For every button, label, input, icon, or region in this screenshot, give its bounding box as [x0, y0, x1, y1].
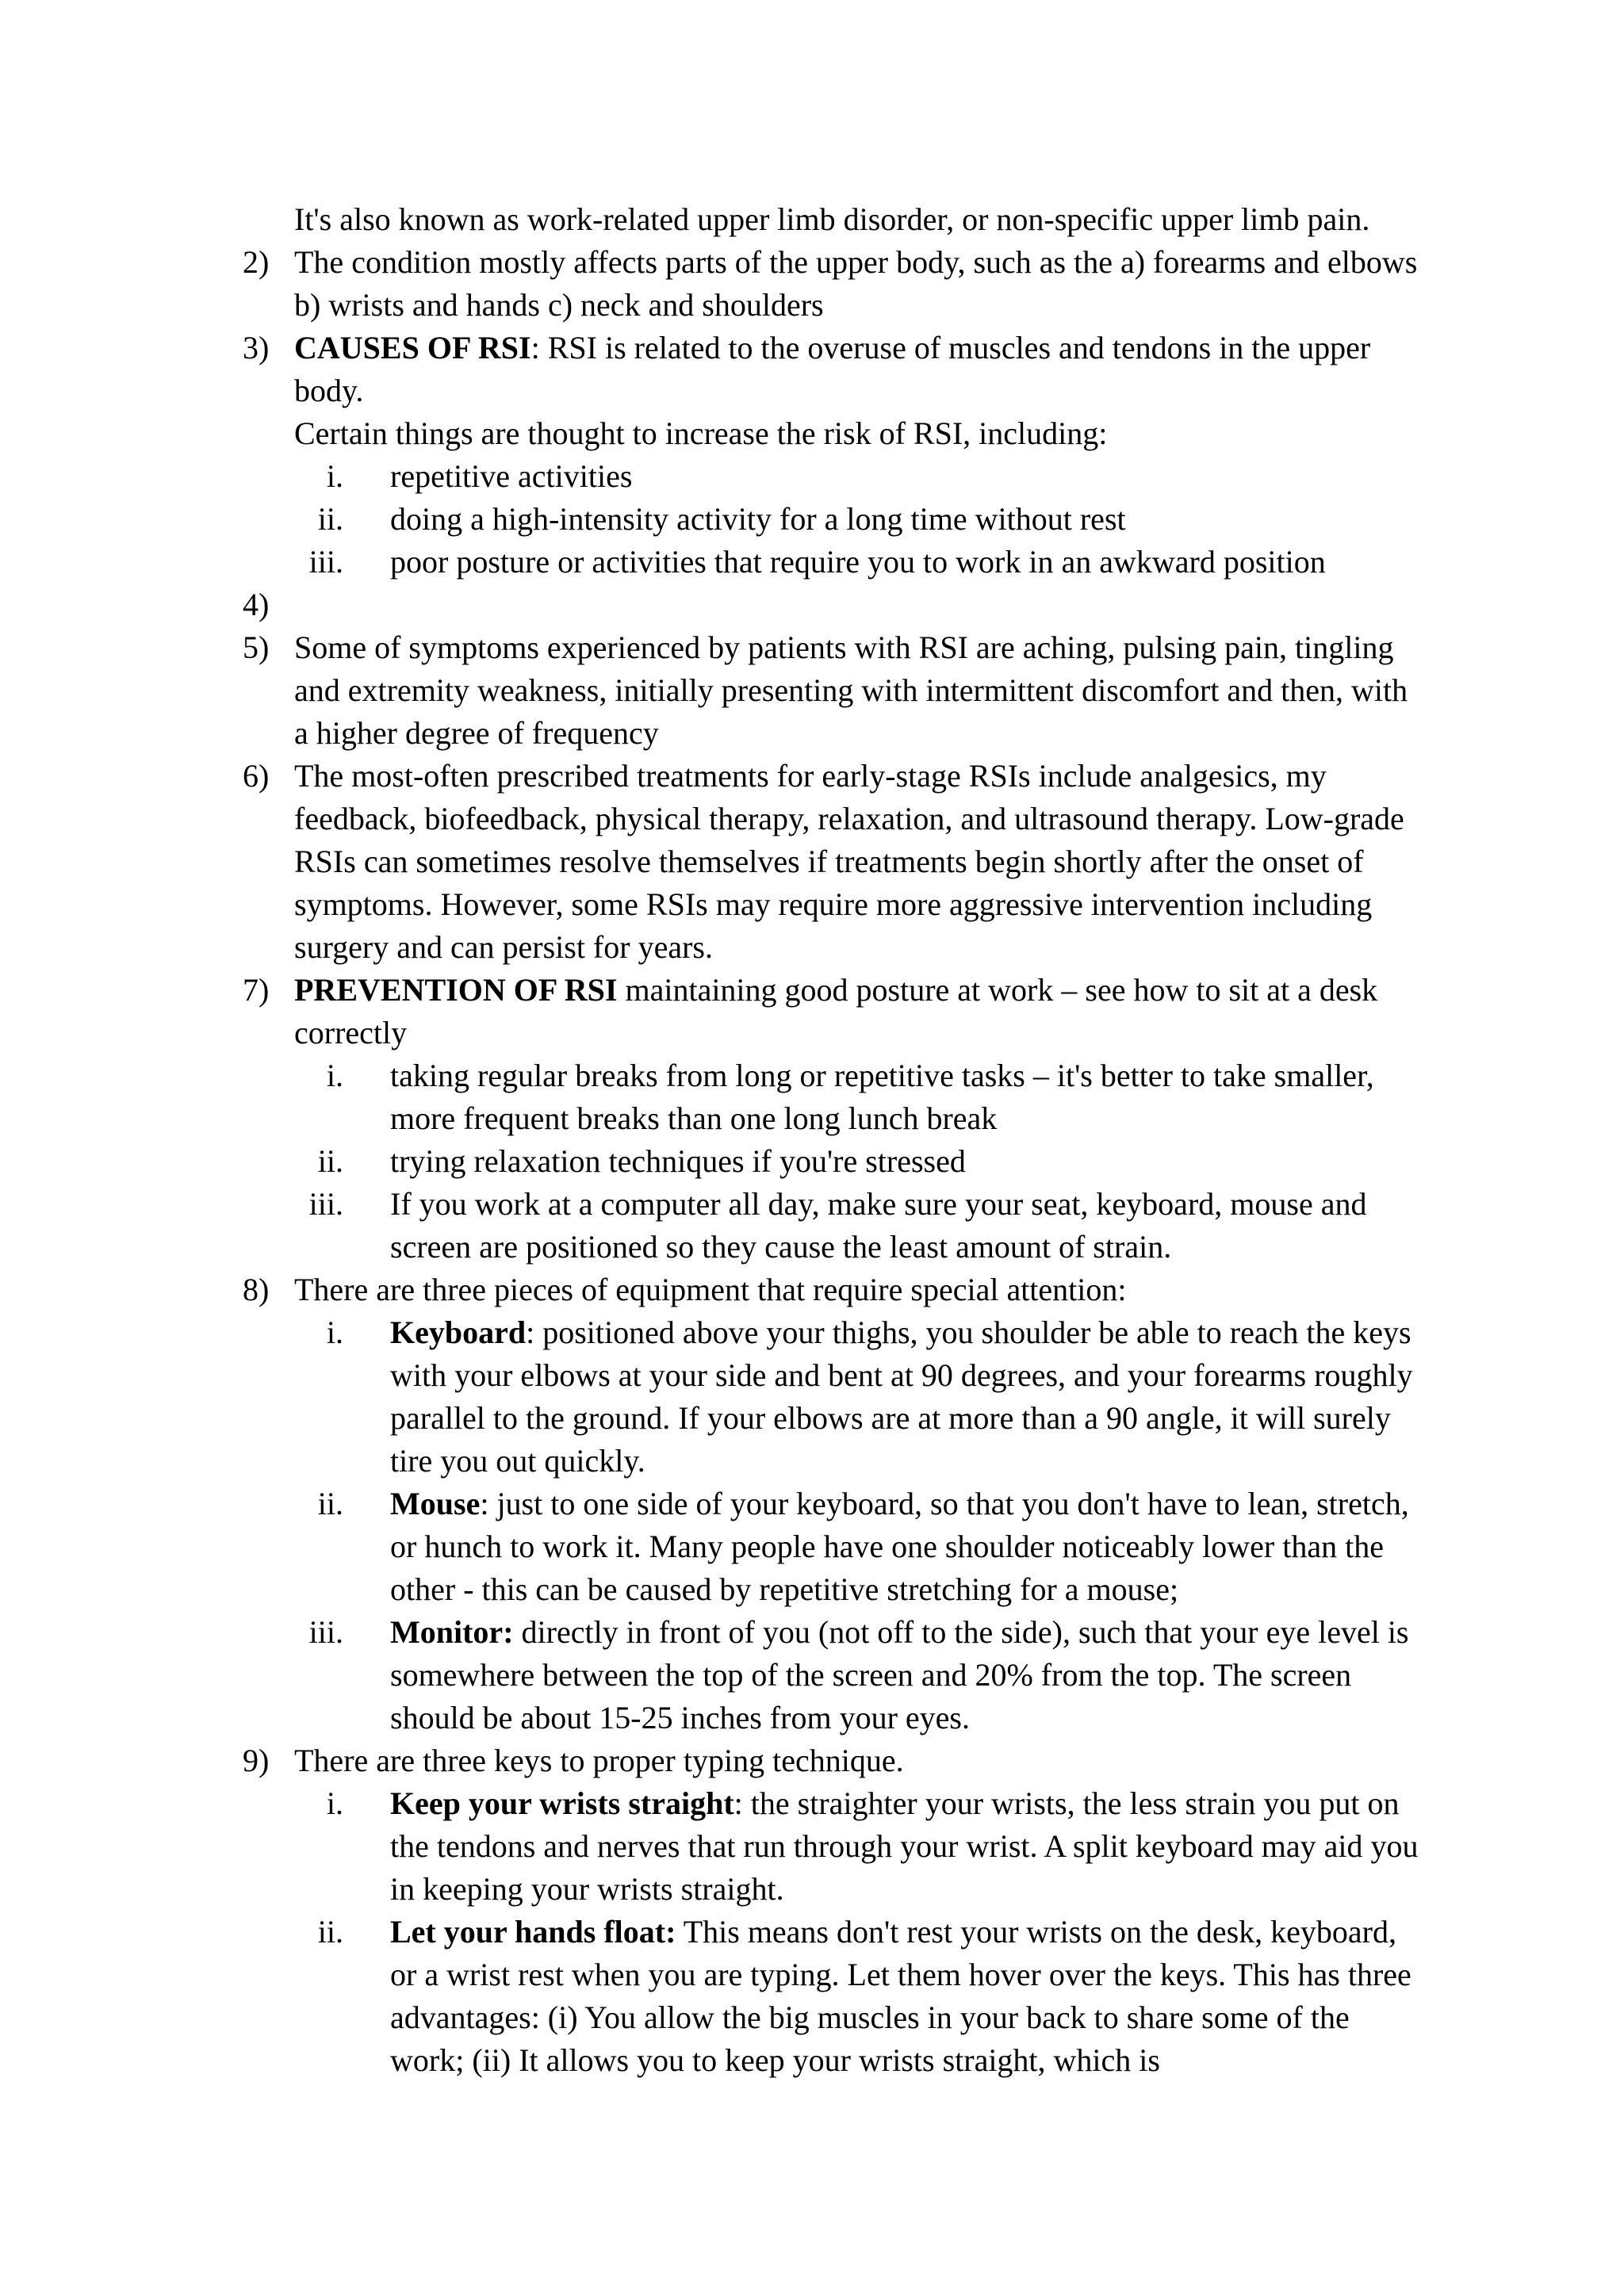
sub-item-text: doing a high-intensity activity for a long time without rest — [390, 501, 1126, 537]
sub-item-text — [390, 1782, 1421, 1911]
paragraph-text: It's also known as work-related upper limb disorder, or non-specific upper limb pain. — [294, 201, 1370, 237]
sub-list-item — [0, 1140, 1624, 1183]
list-item-7 — [0, 969, 1624, 1054]
list-item-9 — [0, 1739, 1624, 1782]
term-hands-float: Let your hands float: — [390, 1914, 676, 1950]
list-number: 9) — [243, 1743, 270, 1778]
paragraph-text: There are three keys to proper typing technique. — [294, 1743, 904, 1778]
paragraph-text-tail: : RSI is related to the overuse of muscles and tendons in the upper body. — [294, 330, 1371, 408]
roman-numeral: iii. — [308, 1614, 343, 1650]
sub-item-text: If you work at a computer all day, make sure your seat, keyboard, mouse and screen are positioned so they cause the least amount of strain. — [390, 1186, 1367, 1265]
list-item-1-continuation — [0, 198, 1624, 241]
term-mouse: Mouse — [390, 1486, 481, 1521]
sub-list-item — [0, 498, 1624, 541]
list-number: 5) — [243, 629, 270, 665]
paragraph-text: There are three pieces of equipment that require special attention: — [294, 1272, 1127, 1307]
roman-numeral: ii. — [317, 501, 343, 537]
sub-item-text-tail: directly in front of you (not off to the side), such that your eye level is somewhere between the top of the screen and 20% from the top. The screen should be about 15-25 inches from your eyes. — [390, 1614, 1409, 1735]
sub-item-text — [390, 1483, 1421, 1611]
roman-numeral: iii. — [308, 544, 343, 580]
list-number: 7) — [243, 972, 270, 1008]
sub-item-text-tail: : positioned above your thighs, you shoulder be able to reach the keys with your elbows at your side and bent at 90 degrees, and your forearms roughly parallel to the ground. If your elbows are at more than a 90 angle, it will surely tire you out quickly. — [390, 1314, 1413, 1479]
sub-item-text — [390, 1911, 1421, 2082]
sub-item-text: taking regular breaks from long or repetitive tasks – it's better to take smaller, more frequent breaks than one long lunch break — [390, 1058, 1374, 1136]
term-keyboard: Keyboard — [390, 1314, 527, 1350]
sub-list-item — [0, 1782, 1624, 1911]
sub-list-item — [0, 541, 1624, 584]
sub-item-text-tail: This means don't rest your wrists on the desk, keyboard, or a wrist rest when you are typing. Let them hover over the keys. This has three advantages: (i) You allow the big muscles in your back to share some of the work; (ii) It allows you to keep your wrists straight, which is — [390, 1914, 1411, 2078]
roman-numeral: i. — [326, 1785, 343, 1821]
list-number: 3) — [243, 330, 270, 365]
roman-numeral: i. — [326, 1314, 343, 1350]
document-body — [0, 198, 1624, 2082]
term-wrists-straight: Keep your wrists straight — [390, 1785, 734, 1821]
roman-numeral: i. — [326, 458, 343, 494]
list-number: 6) — [243, 758, 270, 794]
roman-numeral: ii. — [317, 1914, 343, 1950]
sub-list-item — [0, 1054, 1624, 1140]
section-heading-causes: CAUSES OF RSI — [294, 330, 531, 365]
paragraph-text: The most-often prescribed treatments for early-stage RSIs include analgesics, my feedback, biofeedback, physical therapy, relaxation, and ultrasound therapy. Low-grade RSIs can sometimes resolve themselves if treatments begin shortly after the onset of symptoms. However, some RSIs may require more aggressive intervention including surgery and can persist for years. — [294, 758, 1404, 965]
list-number: 4) — [243, 587, 270, 622]
sub-item-text: repetitive activities — [390, 458, 633, 494]
paragraph-text-tail: maintaining good posture at work – see how to sit at a desk correctly — [294, 972, 1378, 1050]
sub-item-text — [390, 1611, 1421, 1739]
sub-list-item — [0, 1483, 1624, 1611]
paragraph-text — [294, 969, 1420, 1054]
paragraph-text: Some of symptoms experienced by patients with RSI are aching, pulsing pain, tingling and extremity weakness, initially presenting with intermittent discomfort and then, with a higher degree of frequency — [294, 629, 1408, 751]
list-item-4 — [0, 584, 1624, 626]
sub-item-text-tail: : just to one side of your keyboard, so that you don't have to lean, stretch, or hunch to work it. Many people have one shoulder noticeably lower than the other - this can be caused by repetitive stretching for a mouse; — [390, 1486, 1409, 1607]
section-heading-prevention: PREVENTION OF RSI — [294, 972, 618, 1008]
list-item-2 — [0, 241, 1624, 327]
sub-list-item — [0, 1311, 1624, 1483]
paragraph-text — [294, 327, 1420, 412]
sub-item-text: trying relaxation techniques if you're stressed — [390, 1143, 966, 1179]
list-item-6 — [0, 755, 1624, 969]
roman-numeral: ii. — [317, 1143, 343, 1179]
roman-numeral: i. — [326, 1058, 343, 1093]
list-item-8 — [0, 1269, 1624, 1311]
paragraph-text: The condition mostly affects parts of the upper body, such as the a) forearms and elbows b) wrists and hands c) neck and shoulders — [294, 244, 1418, 323]
list-item-3-intro — [0, 412, 1624, 455]
sub-item-text: poor posture or activities that require you to work in an awkward position — [390, 544, 1326, 580]
term-monitor: Monitor: — [390, 1614, 514, 1650]
sub-list-item — [0, 1183, 1624, 1269]
list-item-5 — [0, 626, 1624, 755]
sub-item-text-tail: : the straighter your wrists, the less strain you put on the tendons and nerves that run through your wrist. A split keyboard may aid you in keeping your wrists straight. — [390, 1785, 1419, 1907]
list-number: 8) — [243, 1272, 270, 1307]
sub-list-item — [0, 1611, 1624, 1739]
sub-list-item — [0, 1911, 1624, 2082]
sub-item-text — [390, 1311, 1421, 1483]
roman-numeral: iii. — [308, 1186, 343, 1222]
paragraph-text: Certain things are thought to increase the risk of RSI, including: — [294, 415, 1108, 451]
list-number: 2) — [243, 244, 270, 280]
sub-list-item — [0, 455, 1624, 498]
roman-numeral: ii. — [317, 1486, 343, 1521]
list-item-3 — [0, 327, 1624, 412]
